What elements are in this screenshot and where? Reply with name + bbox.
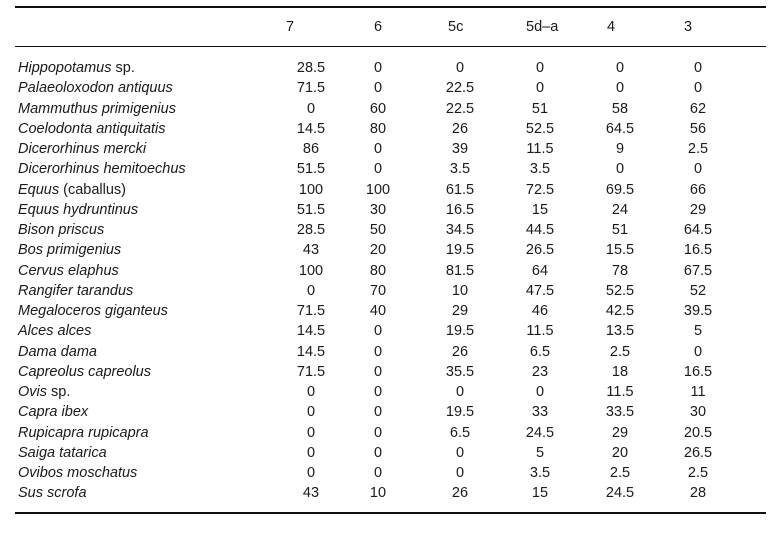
value-cell: 47.5 [525, 282, 555, 299]
species-name [18, 180, 126, 200]
value-cell: 0 [306, 444, 316, 461]
species-binomial [18, 80, 173, 96]
value-cell: 61.5 [445, 181, 475, 198]
genus: Saiga [18, 444, 56, 461]
column-header-5c: 5c [448, 19, 464, 35]
value-cell: 0 [373, 80, 383, 97]
value-cell: 16.5 [683, 363, 713, 380]
value-cell: 64 [531, 262, 549, 279]
value-cell: 18 [611, 363, 629, 380]
value-cell: 0 [455, 384, 465, 400]
table-row [0, 139, 781, 159]
value-cell: 33.5 [605, 404, 635, 421]
value-cell: 51 [611, 222, 629, 238]
value-cell: 0 [373, 444, 383, 461]
species-name [18, 321, 91, 341]
value-cell: 80 [369, 262, 387, 279]
species-name [18, 342, 97, 362]
value-cell: 0 [455, 60, 465, 76]
species-name [18, 443, 107, 463]
value-cell: 72.5 [525, 181, 555, 198]
value-cell: 71.5 [296, 303, 326, 319]
species-epithet: tarandus [76, 282, 134, 299]
value-cell: 11 [690, 384, 706, 400]
value-cell: 0 [455, 444, 465, 461]
value-cell: 26.5 [525, 242, 555, 259]
value-cell: 19.5 [445, 404, 475, 421]
table-row [0, 321, 781, 341]
species-epithet: rupicapra [88, 424, 149, 441]
value-cell: 15 [531, 485, 549, 502]
genus: Rupicapra [18, 424, 85, 441]
value-cell: 28 [689, 485, 707, 502]
value-cell: 0 [455, 465, 465, 481]
species-binomial [18, 161, 186, 177]
genus: Coelodonta [18, 120, 93, 137]
value-cell: 0 [373, 141, 383, 157]
value-cell: 0 [535, 384, 545, 400]
value-cell: 0 [693, 343, 703, 360]
value-cell: 35.5 [445, 363, 475, 380]
species-epithet: priscus [58, 222, 105, 238]
genus: Palaeoloxodon [18, 80, 114, 97]
column-header-5d-a: 5d–a [526, 19, 559, 35]
value-cell: 28.5 [296, 222, 326, 238]
name-suffix: sp. [47, 384, 71, 400]
species-epithet: giganteus [105, 303, 168, 319]
value-cell: 64.5 [605, 120, 635, 137]
value-cell: 100 [365, 181, 391, 198]
column-header-7: 7 [286, 19, 295, 35]
genus: Sus [18, 485, 43, 502]
value-cell: 0 [306, 465, 316, 481]
value-cell: 28.5 [296, 60, 326, 76]
value-cell: 0 [373, 384, 383, 400]
genus: Ovibos [18, 465, 64, 481]
value-cell: 3.5 [449, 161, 471, 178]
genus: Alces [18, 323, 54, 340]
species-epithet: primigenius [47, 242, 122, 259]
species-binomial [18, 465, 137, 481]
value-cell: 0 [535, 60, 545, 76]
value-cell: 16.5 [683, 242, 713, 259]
column-header-3: 3 [684, 19, 693, 35]
value-cell: 3.5 [529, 161, 551, 178]
value-cell: 0 [373, 60, 383, 76]
genus: Equus [18, 201, 60, 218]
value-cell: 78 [611, 262, 629, 279]
species-binomial [18, 141, 146, 157]
value-cell: 19.5 [445, 242, 475, 259]
table-top-rule [15, 6, 766, 8]
value-cell: 51.5 [296, 161, 326, 178]
value-cell: 23 [531, 363, 549, 380]
genus: Bison [18, 222, 55, 238]
species-binomial [18, 445, 107, 461]
value-cell: 0 [373, 363, 383, 380]
value-cell: 9 [615, 141, 625, 157]
species-name [18, 200, 138, 220]
value-cell: 0 [693, 80, 703, 97]
species-epithet: antiquitatis [96, 120, 166, 137]
value-cell: 51 [531, 100, 549, 117]
value-cell: 0 [693, 60, 703, 76]
species-binomial [18, 182, 59, 198]
species-name [18, 362, 151, 382]
value-cell: 0 [373, 404, 383, 421]
value-cell: 51.5 [296, 201, 326, 218]
table-row [0, 159, 781, 179]
species-binomial [18, 344, 97, 360]
value-cell: 13.5 [605, 323, 635, 340]
species-epithet: capreolus [88, 363, 151, 380]
species-name [18, 119, 166, 139]
value-cell: 71.5 [296, 80, 326, 97]
table-body [0, 58, 781, 504]
table-row [0, 78, 781, 98]
species-name [18, 423, 149, 443]
species-binomial [18, 263, 119, 279]
species-name [18, 382, 70, 402]
species-binomial [18, 303, 168, 319]
value-cell: 0 [373, 465, 383, 481]
genus: Equus [18, 181, 60, 198]
value-cell: 64.5 [683, 222, 713, 238]
species-binomial [18, 283, 133, 299]
value-cell: 52 [689, 282, 707, 299]
species-name [18, 281, 133, 301]
value-cell: 20.5 [683, 424, 713, 441]
value-cell: 20 [611, 444, 629, 461]
genus: Capreolus [18, 363, 85, 380]
value-cell: 0 [615, 80, 625, 97]
value-cell: 60 [369, 100, 387, 117]
species-epithet: primigenius [101, 100, 176, 117]
value-cell: 30 [689, 404, 707, 421]
value-cell: 56 [689, 120, 707, 137]
table-row [0, 281, 781, 301]
value-cell: 0 [306, 424, 316, 441]
value-cell: 0 [306, 282, 316, 299]
value-cell: 0 [306, 100, 316, 117]
species-binomial [18, 364, 151, 380]
value-cell: 15.5 [605, 242, 635, 259]
value-cell: 44.5 [525, 222, 555, 238]
value-cell: 3.5 [529, 465, 551, 481]
species-name [18, 58, 135, 78]
genus: Dicerorhinus [18, 141, 100, 157]
species-name [18, 483, 87, 503]
value-cell: 0 [373, 343, 383, 360]
table-row [0, 382, 781, 402]
value-cell: 15 [531, 201, 549, 218]
species-binomial [18, 202, 138, 218]
value-cell: 43 [302, 485, 320, 502]
table-row [0, 99, 781, 119]
value-cell: 50 [369, 222, 387, 238]
genus: Megaloceros [18, 303, 102, 319]
species-binomial [18, 404, 88, 420]
value-cell: 34.5 [445, 222, 475, 238]
value-cell: 2.5 [687, 465, 709, 481]
species-epithet: tatarica [59, 444, 107, 461]
column-header-6: 6 [374, 19, 383, 35]
table-row [0, 180, 781, 200]
genus: Hippopotamus [18, 60, 112, 76]
value-cell: 0 [373, 161, 383, 178]
species-epithet: dama [60, 343, 97, 360]
table-row [0, 483, 781, 503]
value-cell: 19.5 [445, 323, 475, 340]
species-epithet: moschatus [67, 465, 138, 481]
value-cell: 58 [611, 100, 629, 117]
table-row [0, 463, 781, 483]
genus: Cervus [18, 262, 64, 279]
value-cell: 14.5 [296, 120, 326, 137]
value-cell: 0 [615, 60, 625, 76]
value-cell: 40 [369, 303, 387, 319]
value-cell: 24.5 [525, 424, 555, 441]
value-cell: 100 [298, 262, 324, 279]
species-name [18, 78, 173, 98]
genus: Dama [18, 343, 57, 360]
value-cell: 14.5 [296, 343, 326, 360]
value-cell: 46 [531, 303, 549, 319]
species-binomial [18, 60, 112, 76]
genus: Rangifer [18, 282, 73, 299]
table-row [0, 220, 781, 240]
table-header-rule [15, 46, 766, 47]
value-cell: 33 [531, 404, 549, 421]
value-cell: 2.5 [609, 465, 631, 481]
value-cell: 0 [693, 161, 703, 178]
species-name [18, 220, 104, 240]
genus: Dicerorhinus [18, 161, 100, 178]
value-cell: 29 [689, 201, 707, 218]
value-cell: 0 [306, 404, 316, 421]
value-cell: 20 [369, 242, 387, 259]
species-name [18, 99, 176, 119]
value-cell: 69.5 [605, 181, 635, 198]
value-cell: 30 [369, 201, 387, 218]
value-cell: 42.5 [605, 303, 635, 319]
table-row [0, 362, 781, 382]
species-name [18, 402, 88, 422]
table-bottom-rule [15, 512, 766, 514]
value-cell: 29 [451, 303, 469, 319]
species-epithet: ibex [61, 404, 89, 421]
value-cell: 0 [306, 384, 316, 400]
value-cell: 70 [369, 282, 387, 299]
table-row [0, 402, 781, 422]
table-row [0, 443, 781, 463]
value-cell: 62 [689, 100, 707, 117]
value-cell: 10 [369, 485, 387, 502]
column-header-4: 4 [607, 19, 616, 35]
value-cell: 2.5 [609, 343, 631, 360]
table-row [0, 261, 781, 281]
table-row [0, 423, 781, 443]
species-binomial [18, 121, 166, 137]
value-cell: 81.5 [445, 262, 475, 279]
value-cell: 22.5 [445, 80, 475, 97]
species-name [18, 240, 121, 260]
table-row [0, 200, 781, 220]
value-cell: 26 [451, 343, 469, 360]
table-row [0, 119, 781, 139]
value-cell: 26.5 [683, 444, 713, 461]
species-epithet: mercki [103, 141, 147, 157]
species-epithet: alces [57, 323, 92, 340]
value-cell: 10 [451, 282, 469, 299]
species-binomial [18, 242, 121, 258]
value-cell: 5 [535, 444, 545, 461]
value-cell: 6.5 [529, 343, 551, 360]
value-cell: 11.5 [606, 384, 634, 400]
name-suffix: (caballus) [59, 181, 127, 198]
value-cell: 5 [693, 323, 703, 340]
value-cell: 39 [451, 141, 469, 157]
value-cell: 52.5 [525, 120, 555, 137]
value-cell: 11.5 [526, 323, 554, 340]
table-row [0, 240, 781, 260]
value-cell: 24 [611, 201, 629, 218]
species-epithet: antiquus [117, 80, 173, 97]
value-cell: 16.5 [445, 201, 475, 218]
species-name [18, 301, 168, 321]
name-suffix: sp. [111, 60, 135, 76]
value-cell: 26 [451, 120, 469, 137]
value-cell: 67.5 [683, 262, 713, 279]
value-cell: 43 [302, 242, 320, 259]
species-binomial [18, 101, 176, 117]
genus: Mammuthus [18, 100, 98, 117]
value-cell: 29 [611, 424, 629, 441]
species-name [18, 159, 186, 179]
value-cell: 24.5 [605, 485, 635, 502]
species-binomial [18, 485, 87, 501]
species-binomial [18, 384, 47, 400]
genus: Capra [18, 404, 58, 421]
species-name [18, 139, 146, 159]
species-name [18, 463, 137, 483]
value-cell: 0 [373, 424, 383, 441]
value-cell: 11.5 [526, 141, 554, 157]
value-cell: 52.5 [605, 282, 635, 299]
value-cell: 39.5 [683, 303, 713, 319]
species-epithet: hemitoechus [103, 161, 186, 178]
value-cell: 14.5 [296, 323, 326, 340]
value-cell: 6.5 [449, 424, 471, 441]
table-row [0, 301, 781, 321]
table-row [0, 58, 781, 78]
value-cell: 22.5 [445, 100, 475, 117]
genus: Bos [18, 242, 43, 259]
value-cell: 71.5 [296, 363, 326, 380]
value-cell: 0 [615, 161, 625, 178]
species-epithet: scrofa [47, 485, 87, 502]
value-cell: 80 [369, 120, 387, 137]
species-binomial [18, 323, 91, 339]
species-epithet: hydruntinus [63, 201, 139, 218]
species-binomial [18, 222, 104, 238]
genus: Ovis [18, 384, 47, 400]
value-cell: 66 [689, 181, 707, 198]
value-cell: 100 [298, 181, 324, 198]
species-binomial [18, 425, 149, 441]
value-cell: 2.5 [687, 141, 709, 157]
species-name [18, 261, 119, 281]
value-cell: 0 [535, 80, 545, 97]
species-epithet: elaphus [67, 262, 119, 279]
table-row [0, 342, 781, 362]
value-cell: 26 [451, 485, 469, 502]
value-cell: 0 [373, 323, 383, 340]
value-cell: 86 [302, 141, 320, 157]
